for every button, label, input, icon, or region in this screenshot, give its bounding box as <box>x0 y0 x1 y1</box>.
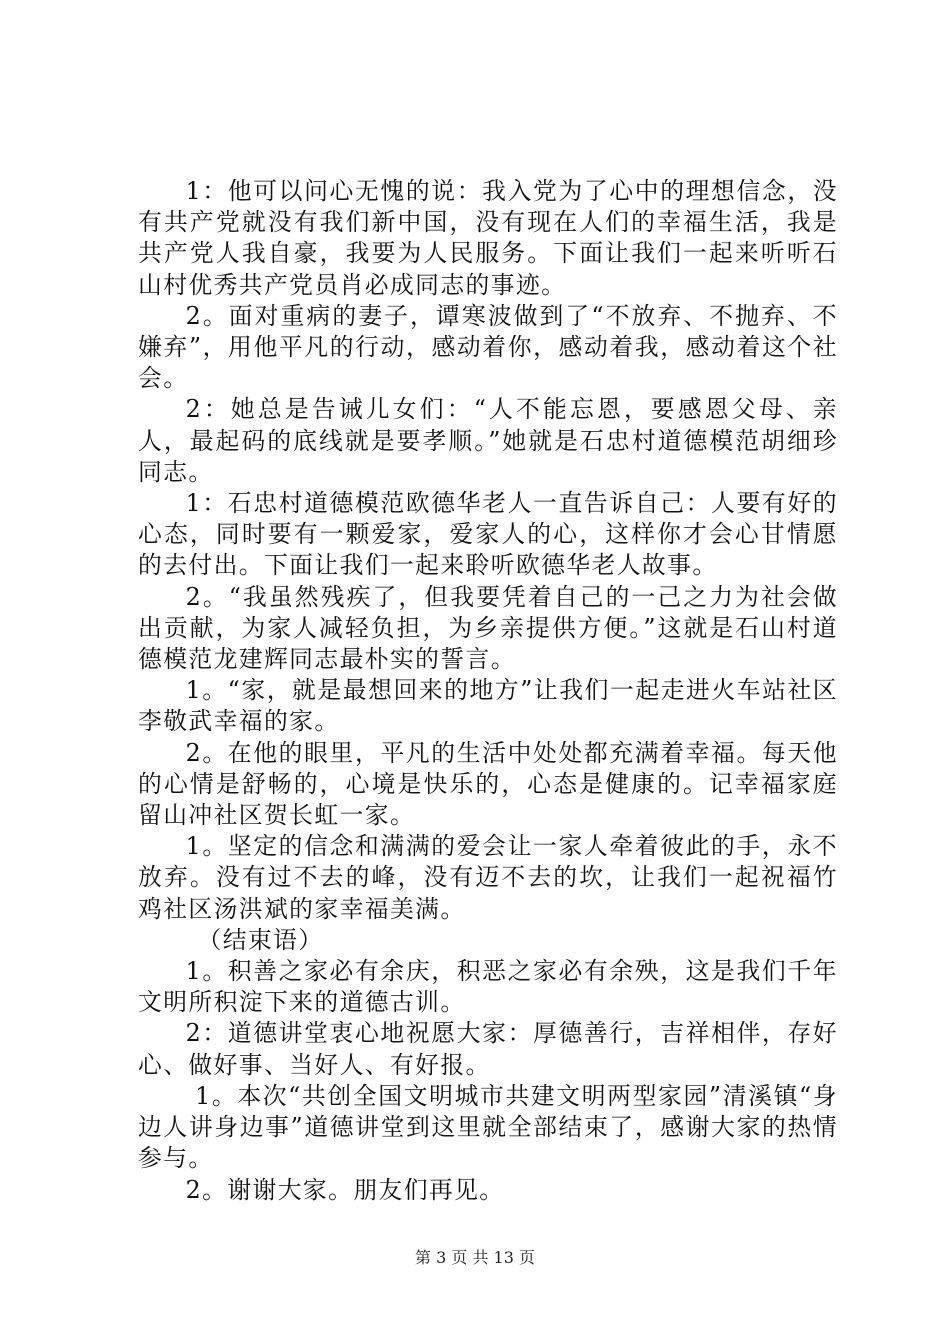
paragraph-12: 1。本次“共创全国文明城市共建文明两型家园”清溪镇“身边人讲身边事”道德讲堂到这里就全部结束了，感谢大家的热情参与。 <box>138 1081 838 1173</box>
paragraph-7: 2。在他的眼里，平凡的生活中处处都充满着幸福。每天他的心情是舒畅的，心境是快乐的，心态是健康的。记幸福家庭留山冲社区贺长虹一家。 <box>138 738 838 830</box>
page-number-footer: 第 3 页 共 13 页 <box>415 1248 535 1267</box>
paragraph-13: 2。谢谢大家。朋友们再见。 <box>185 1175 505 1204</box>
paragraph-1: 1：他可以问心无愧的说：我入党为了心中的理想信念，没有共产党就没有我们新中国，没有现在人们的幸福生活，我是共产党人我自豪，我要为人民服务。下面让我们一起来听听石山村优秀共产党员肖必成同志的事迹。 <box>138 177 838 299</box>
closing-heading: （结束语） <box>197 925 324 954</box>
document-body <box>138 176 838 1206</box>
paragraph-11: 2：道德讲堂衷心地祝愿大家：厚德善行，吉祥相伴，存好心、做好事、当好人、有好报。 <box>138 1019 838 1079</box>
paragraph-8: 1。坚定的信念和满满的爱会让一家人牵着彼此的手，永不放弃。没有过不去的峰，没有迈不去的坎，让我们一起祝福竹鸡社区汤洪斌的家幸福美满。 <box>138 832 838 923</box>
paragraph-10: 1。积善之家必有余庆，积恶之家必有余殃，这是我们千年文明所积淀下来的道德古训。 <box>138 957 838 1017</box>
paragraph-4: 1：石忠村道德模范欧德华老人一直告诉自己：人要有好的心态，同时要有一颗爱家，爱家人的心，这样你才会心甘情愿的去付出。下面让我们一起来聆听欧德华老人故事。 <box>138 489 838 580</box>
paragraph-2: 2。面对重病的妻子，谭寒波做到了“不放弃、不抛弃、不嫌弃”，用他平凡的行动，感动着你，感动着我，感动着这个社会。 <box>138 301 838 393</box>
paragraph-6: 1。“家，就是最想回来的地方”让我们一起走进火车站社区李敬武幸福的家。 <box>138 676 838 736</box>
paragraph-5: 2。“我虽然残疾了，但我要凭着自己的一己之力为社会做出贡献，为家人减轻负担，为乡亲提供方便。”这就是石山村道德模范龙建辉同志最朴实的誓言。 <box>138 582 838 674</box>
paragraph-3: 2：她总是告诫儿女们：“人不能忘恩，要感恩父母、亲人，最起码的底线就是要孝顺。”她就是石忠村道德模范胡细珍同志。 <box>138 395 838 486</box>
